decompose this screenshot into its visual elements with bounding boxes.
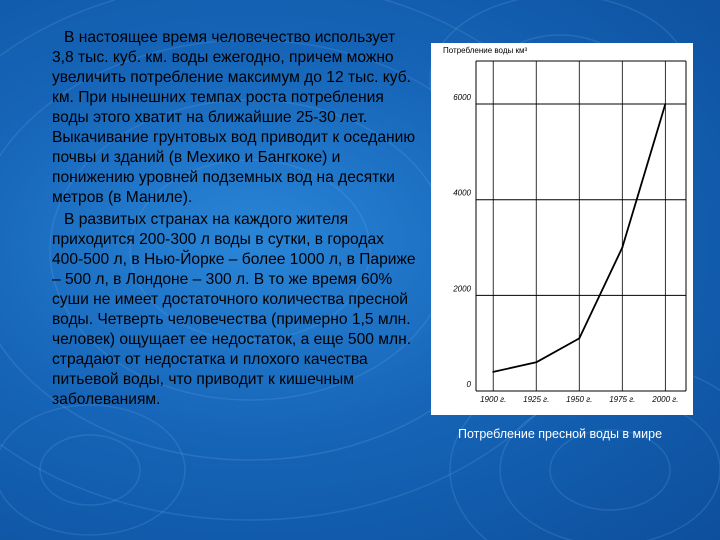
water-consumption-chart: [431, 43, 693, 415]
x-tick-label: 1950 г.: [566, 395, 593, 404]
data-point: [621, 247, 623, 249]
x-tick-label: 1900 г.: [480, 395, 507, 404]
chart-caption: Потребление пресной воды в мире: [457, 427, 663, 441]
x-tick-label: 1975 г.: [609, 395, 636, 404]
x-tick-label: 2000 г.: [652, 395, 679, 404]
paragraph-water-usage: В настоящее время человечество использует 3,8 тыс. куб. км. воды ежегодно, причем можно увеличить потребление максимум до 12 тыс. куб. км. При нынешних темпах роста потребления воды этого хватит на ближайшие 25-30 лет. Выкачивание грунтовых вод приводит к оседанию почвы и зданий (в Мехико и Бангкоке) и понижению уровней подземных вод на десятки метров (в Маниле).: [52, 29, 416, 206]
chart-panel: [431, 43, 693, 415]
y-tick-label: 0: [466, 380, 471, 389]
body-text: [52, 28, 417, 410]
data-point: [492, 371, 494, 373]
data-point: [664, 103, 666, 105]
x-tick-label: 1925 г.: [523, 395, 550, 404]
y-tick-label: 4000: [453, 188, 471, 198]
paragraph-per-capita: В развитых странах на каждого жителя приходится 200-300 л воды в сутки, в городах 400-500 л, в Нью-Йорке – более 1000 л, в Париже – 500 л, в Лондоне – 300 л. В то же время 60% суши не имеет достаточного количества пресной воды. Четверть человечества (примерно 1,5 млн. человек) ощущает ее недостаток, а еще 500 млн. страдают от недостатка и плохого качества питьевой воды, что приводит к кишечным заболеваниям.: [52, 211, 416, 408]
data-point: [578, 337, 580, 339]
y-tick-label: 2000: [453, 284, 471, 294]
chart-title: Потребление воды км³: [443, 46, 528, 55]
data-point: [535, 361, 537, 363]
y-tick-label: 6000: [453, 93, 471, 103]
